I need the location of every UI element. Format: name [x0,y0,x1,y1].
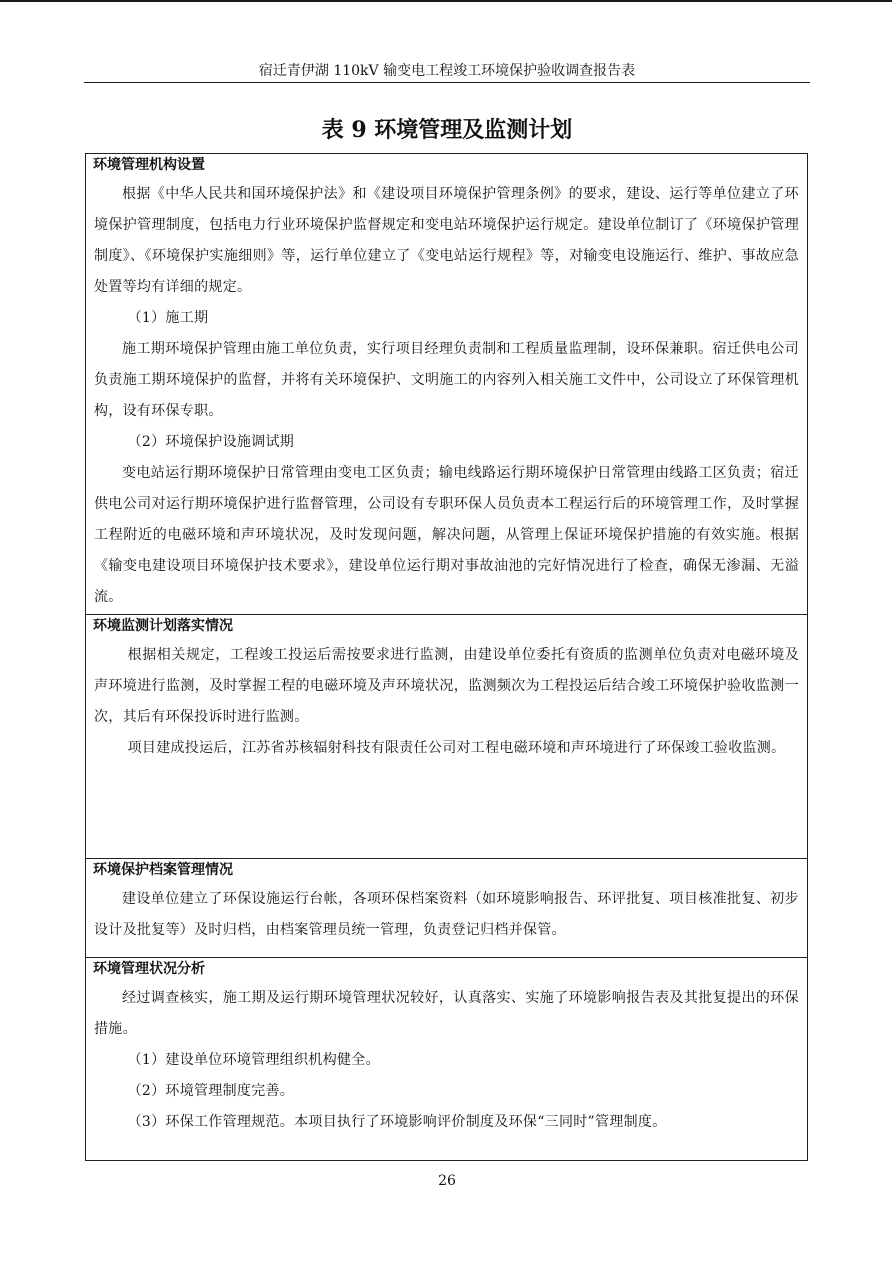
paragraph: （3）环保工作管理规范。本项目执行了环境影响评价制度及环保“三同时”管理制度。 [127,1114,667,1130]
paragraph: 施工期环境保护管理由施工单位负责，实行项目经理负责制和工程质量监理制，设环保兼职。宿迁供电公司负责施工期环境保护的监督，并将有关环境保护、文明施工的内容列入相关施工文件中，公司设立了环保管理机构，设有环保专职。 [94,341,799,419]
section-archive-management [86,858,807,957]
paragraph: 根据相关规定，工程竣工投运后需按要求进行监测，由建设单位委托有资质的监测单位负责对电磁环境及声环境进行监测，及时掌握工程的电磁环境及声环境状况，监测频次为工程投运后结合竣工环境保护验收监测一次，其后有环保投诉时进行监测。 [94,647,799,725]
section-management-status-analysis [86,957,807,1160]
page-number: 26 [438,1173,456,1189]
header-rule [84,82,810,83]
report-table [85,153,808,1161]
section-monitoring-plan-implementation [86,614,807,858]
section-heading: 环境管理机构设置 [93,157,205,173]
section-heading: 环境管理状况分析 [93,961,205,977]
paragraph: （2）环境管理制度完善。 [127,1083,295,1099]
paragraph: 根据《中华人民共和国环境保护法》和《建设项目环境保护管理条例》的要求，建设、运行等单位建立了环境保护管理制度，包括电力行业环境保护监督规定和变电站环境保护运行规定。建设单位制订了《环境保护管理制度》、《环境保护实施细则》等，运行单位建立了《变电站运行规程》等，对输变电设施运行、维护、事故应急处置等均有详细的规定。 [94,186,799,295]
paragraph: 经过调查核实，施工期及运行期环境管理状况较好，认真落实、实施了环境影响报告表及其批复提出的环保措施。 [94,990,799,1037]
paragraph: （2）环境保护设施调试期 [127,434,295,450]
paragraph: （1）施工期 [127,310,209,326]
paragraph: 变电站运行期环境保护日常管理由变电工区负责；输电线路运行期环境保护日常管理由线路工区负责；宿迁供电公司对运行期环境保护进行监督管理，公司设有专职环保人员负责本工程运行后的环境管理工作，及时掌握工程附近的电磁环境和声环境状况，及时发现问题，解决问题，从管理上保证环境保护措施的有效实施。根据《输变电建设项目环境保护技术要求》，建设单位运行期对事故油池的完好情况进行了检查，确保无渗漏、无溢流。 [94,465,799,605]
paragraph: （1）建设单位环境管理组织机构健全。 [127,1052,380,1068]
section-environmental-management-organization [86,154,807,614]
running-header: 宿迁青伊湖 110kV 输变电工程竣工环境保护验收调查报告表 [258,63,636,79]
paragraph: 项目建成投运后，江苏省苏核辐射科技有限责任公司对工程电磁环境和声环境进行了环保竣工验收监测。 [127,740,786,756]
paragraph: 建设单位建立了环保设施运行台帐，各项环保档案资料（如环境影响报告、环评批复、项目核准批复、初步设计及批复等）及时归档，由档案管理员统一管理，负责登记归档并保管。 [94,891,799,938]
section-heading: 环境保护档案管理情况 [93,862,233,878]
page-title: 表 9 环境管理及监测计划 [321,117,573,143]
section-heading: 环境监测计划落实情况 [93,618,233,634]
top-border-rule [0,0,892,2]
